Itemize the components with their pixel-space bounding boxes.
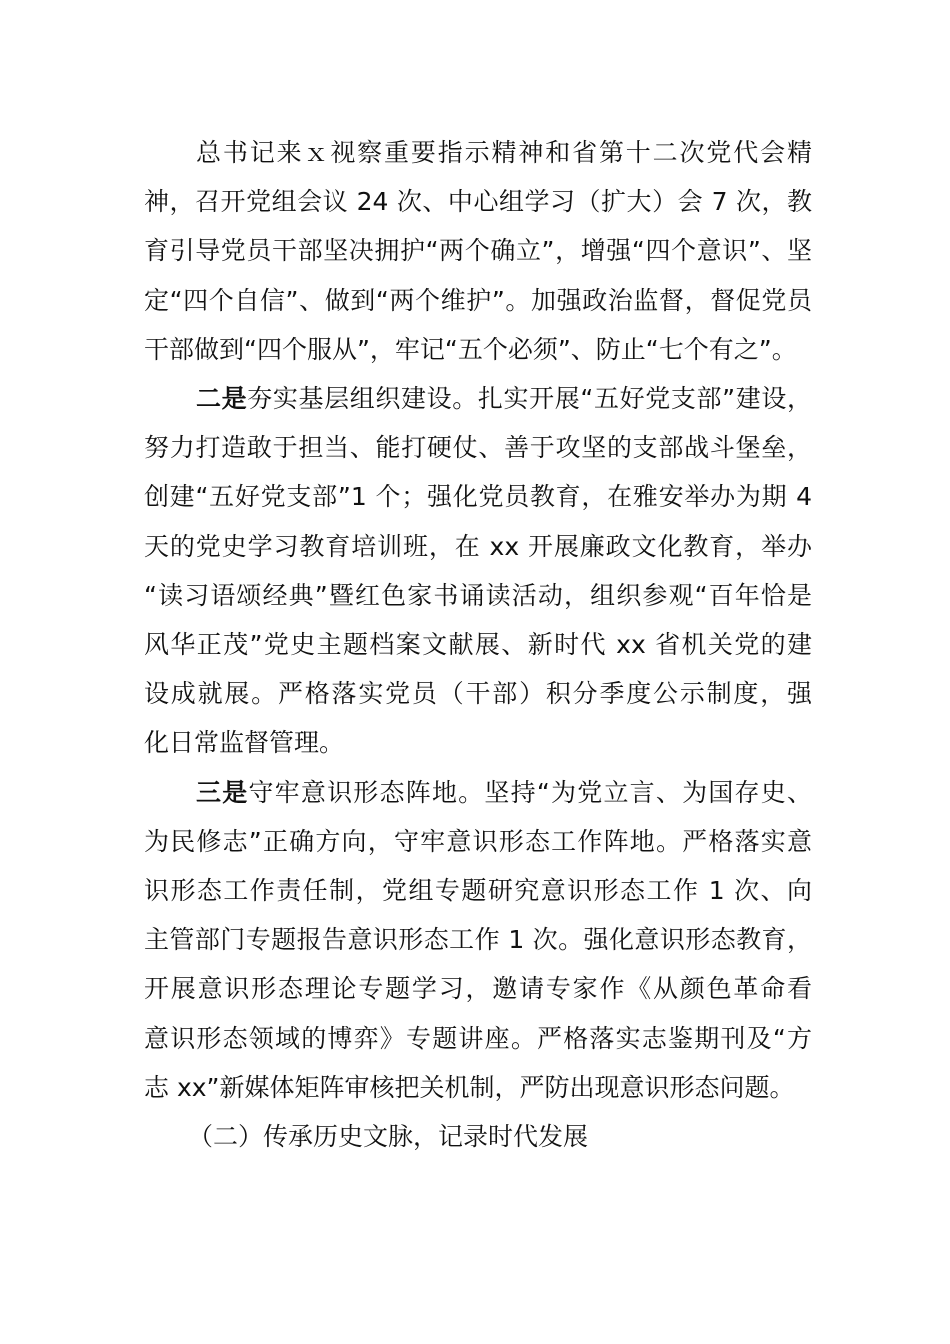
text-line: 干部做到“四个服从”，牢记“五个必须”、防止“七个有之”。 xyxy=(144,334,797,364)
text-line: 设成就展。严格落实党员（干部）积分季度公示制度，强 xyxy=(144,679,812,709)
text-line: 育引导党员干部坚决拥护“两个确立”，增强“四个意识”、坚 xyxy=(144,236,812,266)
paragraph-3 xyxy=(144,768,812,1112)
paragraph-lead: 三是 xyxy=(196,777,249,807)
text-line: 努力打造敢于担当、能打硬仗、善于攻坚的支部战斗堡垒， xyxy=(144,433,812,463)
text-line: 开展意识形态理论专题学习，邀请专家作《从颜色革命看 xyxy=(144,974,812,1004)
text-line xyxy=(144,374,812,423)
text-line: 主管部门专题报告意识形态工作 1 次。强化意识形态教育， xyxy=(144,925,812,955)
heading-text: （二）传承历史文脉，记录时代发展 xyxy=(188,1122,589,1152)
paragraph-lead: 二是 xyxy=(196,384,248,414)
text-line: 志 xx”新媒体矩阵审核把关机制，严防出现意识形态问题。 xyxy=(144,1072,795,1102)
text-line: 总书记来ｘ视察重要指示精神和省第十二次党代会精 xyxy=(196,138,812,167)
text-line: 天的党史学习教育培训班，在 xx 开展廉政文化教育，举办 xyxy=(144,531,812,561)
text-line: 为民修志”正确方向，守牢意识形态工作阵地。严格落实意 xyxy=(144,826,812,856)
text-line: 识形态工作责任制，党组专题研究意识形态工作 1 次、向 xyxy=(144,876,812,906)
text-line: 定“四个自信”、做到“两个维护”。加强政治监督，督促党员 xyxy=(144,285,812,315)
text-line-rest: 夯实基层组织建设。扎实开展“五好党支部”建设， xyxy=(247,384,812,414)
text-line-rest: 守牢意识形态阵地。坚持“为党立言、为国存史、 xyxy=(248,777,812,807)
text-line: 风华正茂”党史主题档案文献展、新时代 xx 省机关党的建 xyxy=(144,630,812,660)
text-line: 神，召开党组会议 24 次、中心组学习（扩大）会 7 次，教 xyxy=(144,187,812,217)
text-line: 创建“五好党支部”1 个；强化党员教育，在雅安举办为期 4 xyxy=(144,482,812,512)
text-line xyxy=(144,768,812,817)
text-line: 意识形态领域的博弈》专题讲座。严格落实志鉴期刊及“方 xyxy=(144,1023,812,1053)
text-line: 化日常监督管理。 xyxy=(144,728,345,758)
document-body xyxy=(144,128,812,1161)
paragraph-2 xyxy=(144,374,812,768)
text-line: “读习语颂经典”暨红色家书诵读活动，组织参观“百年恰是 xyxy=(144,580,812,610)
section-heading xyxy=(144,1112,812,1161)
paragraph-1 xyxy=(144,128,812,374)
